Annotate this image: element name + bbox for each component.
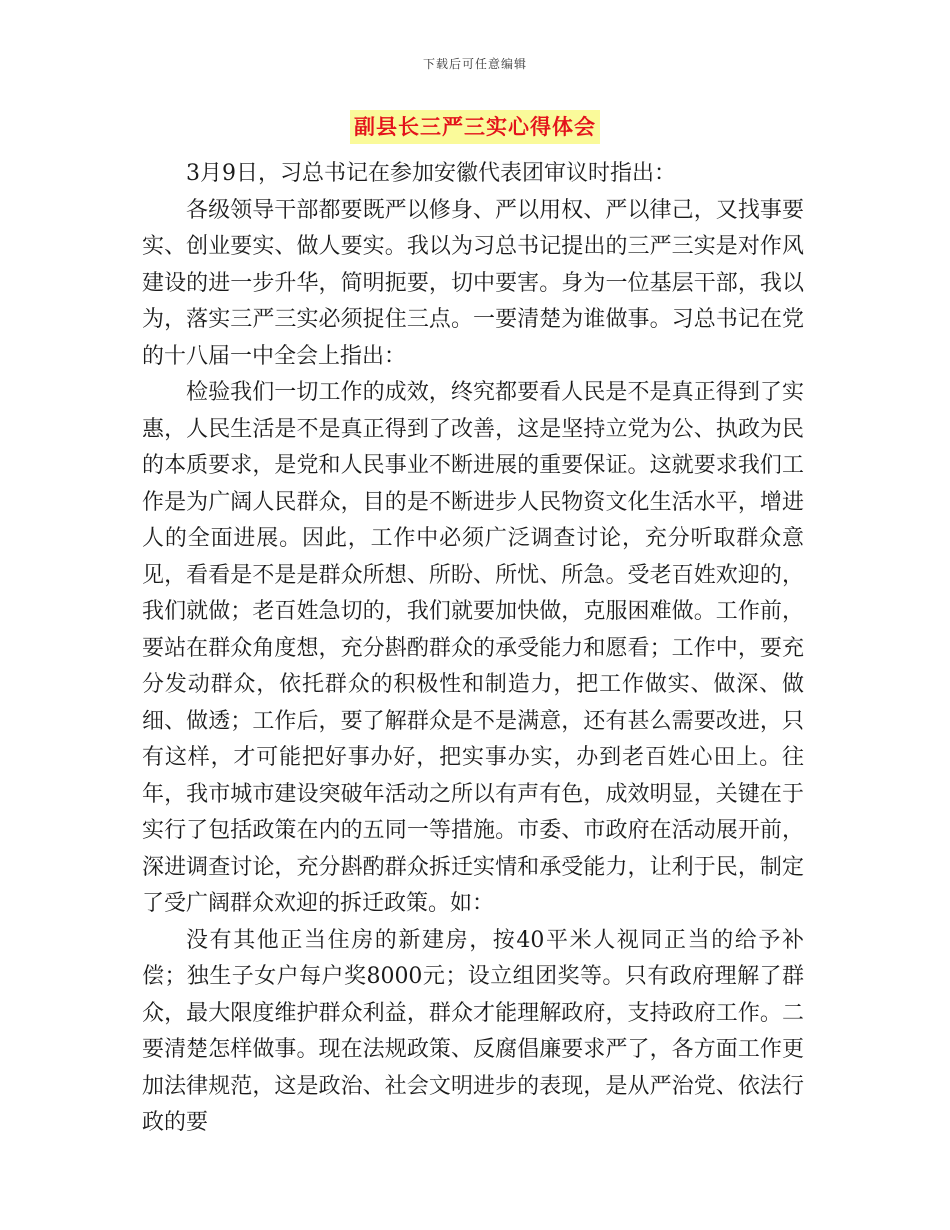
title-container [0,110,950,144]
paragraph: 各级领导干部都要既严以修身、严以用权、严以律己，又找事要实、创业要实、做人要实。我以为习总书记提出的三严三实是对作风建设的进一步升华，简明扼要，切中要害。身为一位基层干部，我以为，落实三严三实必须捉住三点。一要清楚为谁做事。习总书记在党的十八届一中全会上指出： [142,197,804,369]
document-title: 副县长三严三实心得体会 [350,110,600,144]
header-note: 下载后可任意编辑 [422,57,527,71]
document-body [142,156,804,1142]
paragraph: 3月9日，习总书记在参加安徽代表团审议时指出： [186,161,676,186]
paragraph: 没有其他正当住房的新建房，按40平米人视同正当的给予补偿；独生子女户每户奖8000元；设立组团奖等。只有政府理解了群众，最大限度维护群众利益，群众才能理解政府，支持政府工作。二要清楚怎样做事。现在法规政策、反腐倡廉要求严了，各方面工作更加法律规范，这是政治、社会文明进步的表现，是从严治党、依法行政的要 [142,927,804,1135]
paragraph: 检验我们一切工作的成效，终究都要看人民是不是真正得到了实惠，人民生活是不是真正得到了改善，这是坚持立党为公、执政为民的本质要求，是党和人民事业不断进展的重要保证。这就要求我们工作是为广阔人民群众，目的是不断进步人民物资文化生活水平，增进人的全面进展。因此，工作中必须广泛调查讨论，充分听取群众意见，看看是不是是群众所想、所盼、所忧、所急。受老百姓欢迎的，我们就做；老百姓急切的，我们就要加快做，克服困难做。工作前，要站在群众角度想，充分斟酌群众的承受能力和愿看；工作中，要充分发动群众，依托群众的积极性和制造力，把工作做实、做深、做细、做透；工作后，要了解群众是不是满意，还有甚么需要改进，只有这样，才可能把好事办好，把实事办实，办到老百姓心田上。往年，我市城市建设突破年活动之所以有声有色，成效明显，关键在于实行了包括政策在内的五同一等措施。市委、市政府在活动展开前，深进调查讨论，充分斟酌群众拆迁实情和承受能力，让利于民，制定了受广阔群众欢迎的拆迁政策。如： [142,380,804,916]
